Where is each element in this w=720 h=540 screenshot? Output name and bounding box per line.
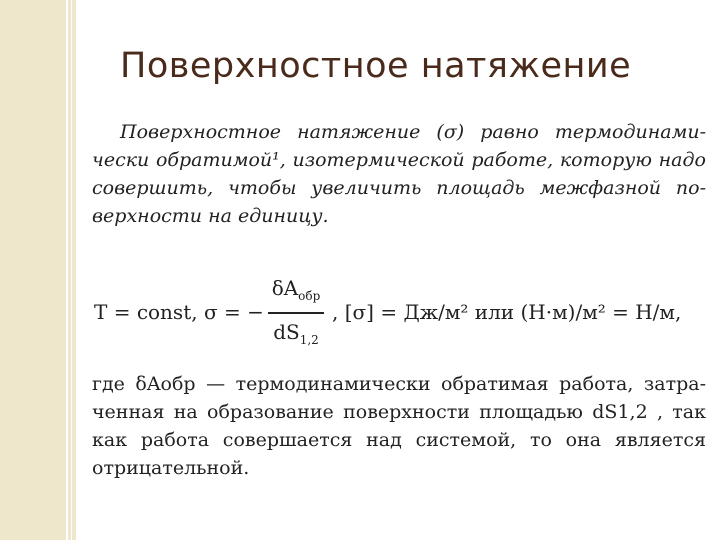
text-line: верхности на единицу.	[92, 205, 329, 227]
text-line: отрицательной.	[92, 457, 250, 479]
formula-denominator: $dS_{1,2}$	[273, 320, 319, 347]
text-line: Поверхностное натяжение (σ) равно термодинами-	[120, 121, 706, 143]
formula-left: T = const, σ = −	[94, 300, 264, 324]
text-line: как работа совершается над системой, то она является	[92, 429, 706, 451]
text-line: ченная на образование поверхности площадью dS1,2 , так	[92, 401, 706, 423]
slide-title: Поверхностное натяжение	[120, 46, 632, 86]
decorative-line	[71, 0, 72, 540]
definition-paragraph	[92, 118, 706, 230]
text-line: совершить, чтобы увеличить площадь межфазной по-	[92, 177, 706, 199]
explanation-paragraph	[92, 370, 706, 482]
formula-right: , [σ] = Дж/м² или (Н·м)/м² = Н/м,	[332, 300, 682, 324]
formula-numerator: $\delta A_{обр}$	[271, 276, 321, 303]
text-line: где δAобр — термодинамически обратимая работа, затра-	[92, 373, 706, 395]
text-line: чески обратимой¹, изотермической работе, которую надо	[92, 149, 706, 171]
fraction-bar	[268, 312, 324, 314]
decorative-line	[66, 0, 68, 540]
surface-tension-formula	[92, 272, 706, 358]
decorative-side-bar	[0, 0, 76, 540]
